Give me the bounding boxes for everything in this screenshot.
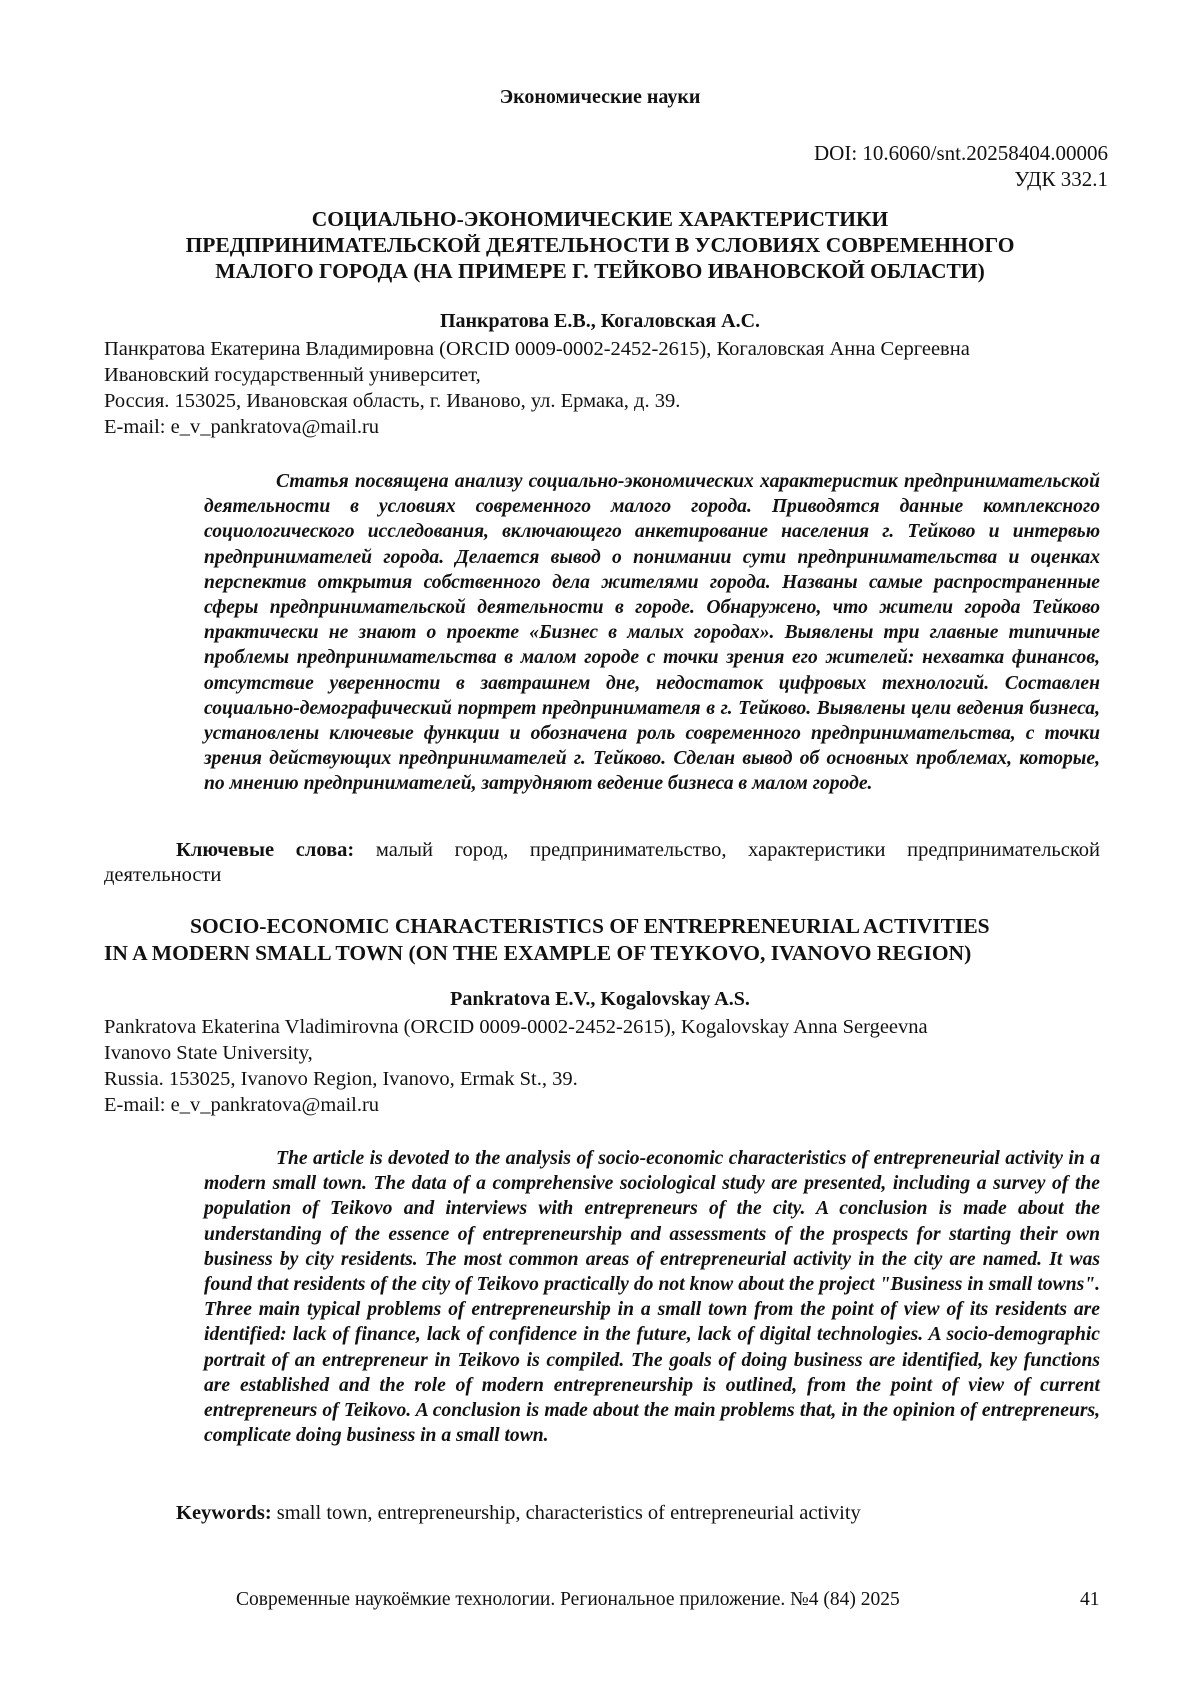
title-ru [100,206,1100,284]
affiliation-line: Russia. 153025, Ivanovo Region, Ivanovo, Ermak St., 39. [104,1068,578,1090]
email-en: E-mail: e_v_pankratova@mail.ru [104,1094,380,1116]
title-ru-line: МАЛОГО ГОРОДА (НА ПРИМЕРЕ Г. ТЕЙКОВО ИВАНОВСКОЙ ОБЛАСТИ) [215,259,985,283]
keywords-ru [104,838,1100,888]
affiliation-line: Россия. 153025, Ивановская область, г. Иваново, ул. Ермака, д. 39. [104,390,681,412]
title-en-line: IN A MODERN SMALL TOWN (ON THE EXAMPLE OF TEYKOVO, IVANOVO REGION) [104,941,972,965]
keywords-ru-label: Ключевые слова: [176,839,355,861]
affiliation-ru [104,336,970,440]
affiliation-line: Pankratova Ekaterina Vladimirovna (ORCID 0009-0002-2452-2615), Kogalovskay Anna Sergeevna [104,1016,928,1038]
udk: УДК 332.1 [1014,167,1108,191]
abstract-ru-text: Статья посвящена анализу социально-экономических характеристик предпринимательской деятельности в условиях современного малого города. Приводятся данные комплексного социологического исследования, включающего анкетирование населения г. Тейково и интервью предпринимателей города. Делается вывод о понимании сути предпринимательства и оценках перспектив открытия собственного дела жителями города. Названы самые распространенные сферы предпринимательской деятельности в городе. Обнаружено, что жители города Тейково практически не знают о проекте «Бизнес в малых городах». Выявлены три главные типичные проблемы предпринимательства в малом городе с точки зрения его жителей: нехватка финансов, отсутствие уверенности в завтрашнем дне, недостаток цифровых технологий. Составлен социально-демографический портрет предпринимателя в г. Тейково. Выявлены цели ведения бизнеса, установлены ключевые функции и обозначена роль современного предпринимательства, с точки зрения действующих предпринимателей г. Тейково. Сделан вывод об основных проблемах, которые, по мнению предпринимателей, затрудняют ведение бизнеса в малом городе. [204,471,1100,795]
title-en-line: SOCIO-ECONOMIC CHARACTERISTICS OF ENTREPRENEURIAL ACTIVITIES [190,914,990,938]
doi: DOI: 10.6060/snt.20258404.00006 [814,141,1108,165]
keywords-en-text: small town, entrepreneurship, characteristics of entrepreneurial activity [276,1502,861,1524]
keywords-en-label: Keywords: [176,1502,272,1524]
title-ru-line: СОЦИАЛЬНО-ЭКОНОМИЧЕСКИЕ ХАРАКТЕРИСТИКИ [311,207,889,231]
affiliation-line: Ivanovo State University, [104,1042,313,1064]
section-label: Экономические науки [499,86,701,108]
email-ru: E-mail: e_v_pankratova@mail.ru [104,416,380,438]
keywords-en [176,1502,861,1525]
affiliation-line: Ивановский государственный университет, [104,364,481,386]
affiliation-line: Панкратова Екатерина Владимировна (ORCID 0009-0002-2452-2615), Когаловская Анна Сергеевна [104,338,970,360]
abstract-en [204,1146,1100,1448]
doi-block [814,140,1108,192]
title-en [104,913,1100,967]
page-number: 41 [1080,1589,1100,1610]
journal-title: Современные наукоёмкие технологии. Региональное приложение. №4 (84) 2025 [236,1589,900,1610]
affiliation-en [104,1014,928,1118]
title-ru-line: ПРЕДПРИНИМАТЕЛЬСКОЙ ДЕЯТЕЛЬНОСТИ В УСЛОВИЯХ СОВРЕМЕННОГО [185,233,1015,257]
keywords-ru-text: малый город, предпринимательство, характеристики предпринимательской деятельности [104,839,1101,886]
abstract-ru [204,469,1100,797]
abstract-en-text: The article is devoted to the analysis of socio-economic characteristics of entrepreneurial activity in a modern small town. The data of a comprehensive sociological study are presented, including a survey of the population of Teikovo and interviews with entrepreneurs of the city. A conclusion is made about the understanding of the essence of entrepreneurship and assessments of the prospects for starting their own business by city residents. The most common areas of entrepreneurial activity in the city are named. It was found that residents of the city of Teikovo practically do not know about the project "Business in small towns". Three main typical problems of entrepreneurship in a small town from the point of view of its residents are identified: lack of finance, lack of confidence in the future, lack of digital technologies. A socio-demographic portrait of an entrepreneur in Teikovo is compiled. The goals of doing business are identified, key functions are established and the role of modern entrepreneurship is outlined, from the point of view of current entrepreneurs of Teikovo. A conclusion is made about the main problems that, in the opinion of entrepreneurs, complicate doing business in a small town. [204,1148,1100,1447]
authors-ru: Панкратова Е.В., Когаловская А.С. [439,310,761,332]
authors-en: Pankratova E.V., Kogalovskay A.S. [450,988,750,1010]
